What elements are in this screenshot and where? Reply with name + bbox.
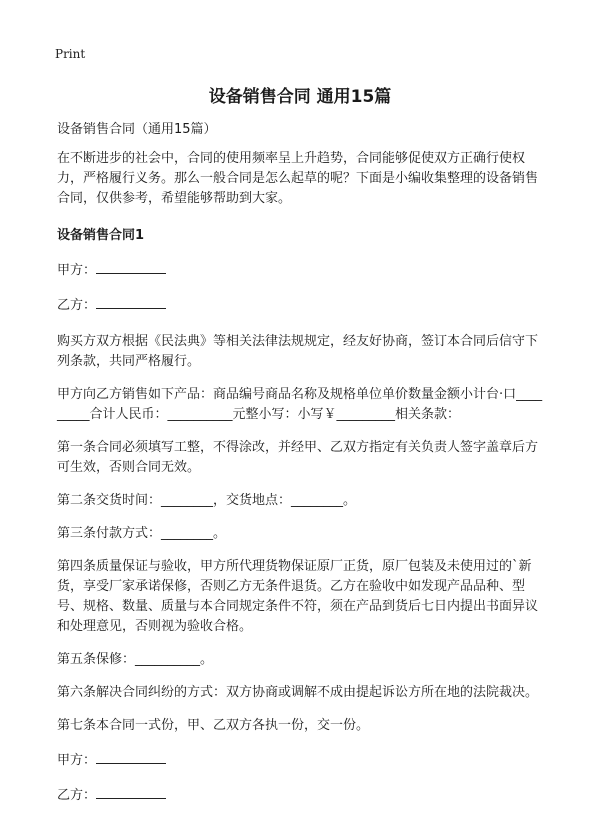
print-link[interactable]: Print bbox=[55, 47, 86, 61]
clause-paragraph: 第二条交货时间：________，交货地点：________。 bbox=[57, 493, 357, 508]
clause-paragraph: 购买方双方根据《民法典》等相关法律法规规定，经友好协商，签订本合同后信守下列条款，共同严格履行。 bbox=[57, 334, 539, 369]
document-subtitle: 设备销售合同（通用15篇） bbox=[57, 122, 217, 137]
party-b-sign-row bbox=[57, 784, 547, 806]
party-a-row bbox=[57, 259, 547, 281]
intro-paragraph: 在不断进步的社会中，合同的使用频率呈上升趋势，合同能够促使双方正确行使权力，严格履行义务。那么一般合同是怎么起草的呢？下面是小编收集整理的设备销售合同，仅供参考，希望能够帮助到大家。 bbox=[57, 151, 539, 206]
clause-paragraph: 第五条保修：__________。 bbox=[57, 652, 214, 667]
clause-paragraph: 第三条付款方式：________。 bbox=[57, 526, 227, 541]
party-b-label: 乙方： bbox=[57, 298, 97, 313]
party-a-blank bbox=[96, 749, 166, 764]
party-a-sign-row bbox=[57, 749, 547, 771]
clause-paragraph: 第四条质量保证与验收，甲方所代理货物保证原厂正货，原厂包装及未使用过的`新货，享受厂家承诺保修，否则乙方无条件退货。乙方在验收中如发现产品品种、型号、规格、数量、质量与本合同规定条件不符，须在产品到货后七日内提出书面异议和处理意见，否则视为验收合格。 bbox=[57, 559, 539, 634]
clause-paragraph: 第一条合同必须填写工整，不得涂改，并经甲、乙双方指定有关负责人签字盖章后方可生效，否则合同无效。 bbox=[57, 440, 539, 475]
party-a-blank bbox=[96, 259, 166, 274]
clause-paragraph: 第七条本合同一式份，甲、乙双方各执一份，交一份。 bbox=[57, 718, 370, 733]
document-title: 设备销售合同 通用15篇 bbox=[208, 87, 392, 107]
party-b-blank bbox=[96, 294, 166, 309]
clause-paragraph: 甲方向乙方销售如下产品：商品编号商品名称及规格单位单价数量金额小计台·口_________合计人民币：__________元整小写：小写￥_________相关条款： bbox=[57, 387, 543, 422]
clause-paragraph: 第六条解决合同纠纷的方式：双方协商或调解不成由提起诉讼方所在地的法院裁决。 bbox=[57, 685, 539, 700]
section-heading: 设备销售合同1 bbox=[57, 228, 145, 243]
party-a-label: 甲方： bbox=[57, 753, 97, 768]
party-b-blank bbox=[96, 784, 166, 799]
party-a-label: 甲方： bbox=[57, 263, 97, 278]
party-b-row bbox=[57, 294, 547, 316]
document-body bbox=[57, 120, 547, 806]
party-b-label: 乙方： bbox=[57, 788, 97, 803]
